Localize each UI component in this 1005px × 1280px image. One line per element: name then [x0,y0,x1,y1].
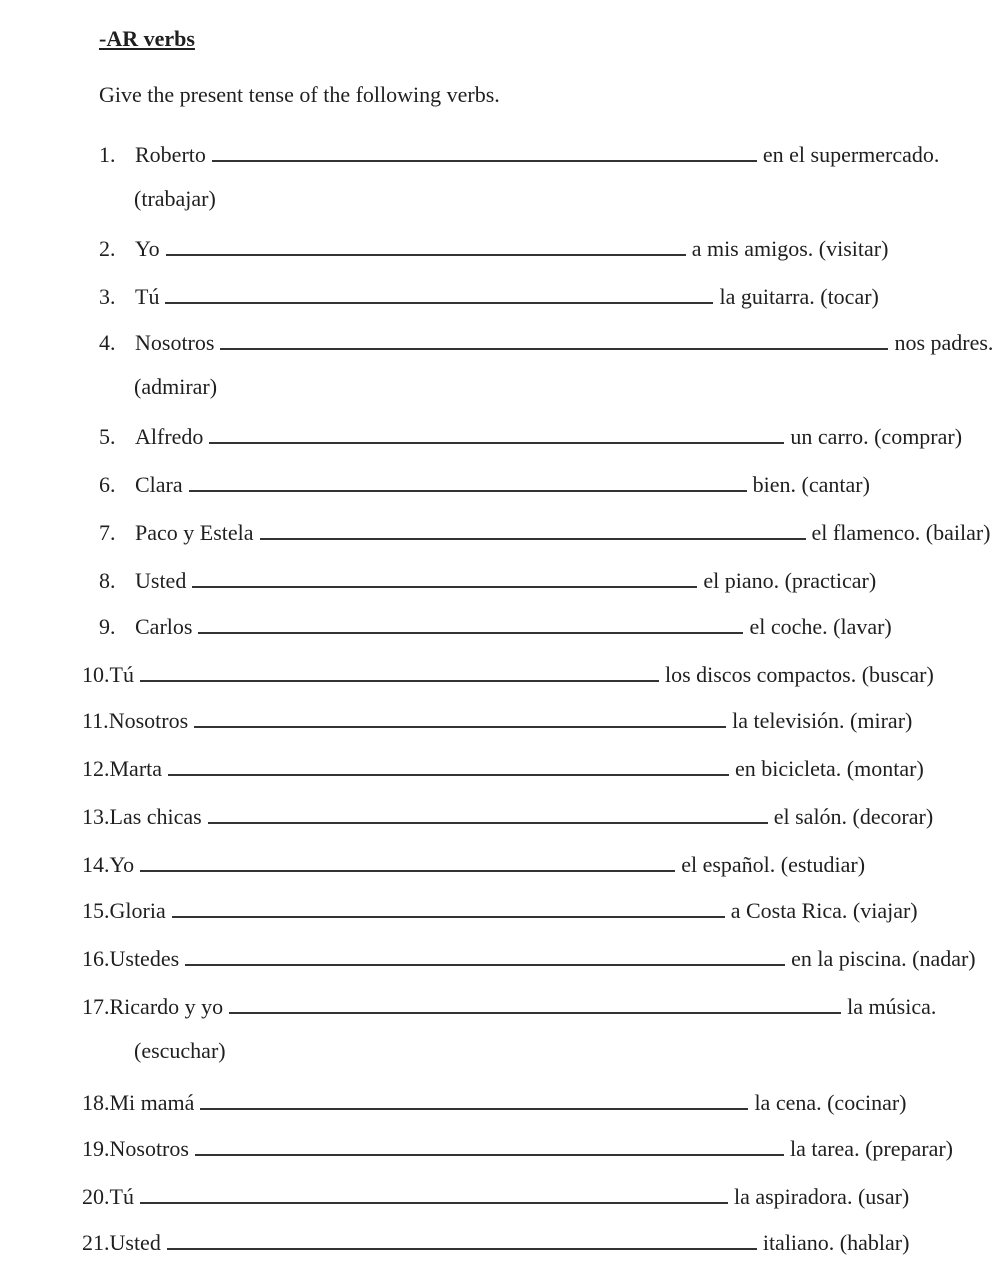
answer-blank[interactable] [195,1134,784,1156]
item-subject: Nosotros [108,708,189,733]
item-number: 16. [82,946,110,971]
item-subject: Marta [109,756,163,781]
exercise-item [82,1182,909,1212]
exercise-item [99,282,879,312]
item-rest: la aspiradora. (usar) [733,1184,910,1209]
item-number: 5. [99,424,116,449]
exercise-item [99,234,888,264]
answer-blank[interactable] [172,896,725,918]
answer-blank[interactable] [140,1182,728,1204]
item-rest: la guitarra. (tocar) [719,284,879,309]
answer-blank[interactable] [166,234,686,256]
item-rest: la tarea. (preparar) [789,1136,953,1161]
item-subject: Nosotros [135,330,215,355]
answer-blank[interactable] [167,1228,757,1250]
item-number: 10. [82,662,110,687]
item-subject: Las chicas [109,804,202,829]
item-subject: Clara [135,472,183,497]
exercise-item [99,328,993,358]
answer-blank[interactable] [165,282,713,304]
item-rest: nos padres. [894,330,994,355]
exercise-item [82,1228,909,1258]
exercise-item [99,566,876,596]
answer-blank[interactable] [220,328,888,350]
answer-blank[interactable] [198,612,743,634]
item-number: 8. [99,568,116,593]
item-subject: Ustedes [109,946,180,971]
item-subject: Mi mamá [109,1090,195,1115]
instructions: Give the present tense of the following verbs. [99,82,500,107]
item-rest: la música. [847,994,937,1019]
exercise-item [99,612,892,642]
exercise-item [82,660,934,690]
item-subject: Yo [109,852,135,877]
exercise-item [82,944,976,974]
item-subject: Nosotros [109,1136,189,1161]
answer-blank[interactable] [229,992,841,1014]
answer-blank[interactable] [260,518,806,540]
item-number: 11. [82,708,109,733]
answer-blank[interactable] [194,706,726,728]
item-rest: el coche. (lavar) [749,614,892,639]
item-subject: Yo [135,236,160,261]
item-number: 12. [82,756,110,781]
item-rest: los discos compactos. (buscar) [664,662,934,687]
exercise-item [82,754,924,784]
item-number: 21. [82,1230,110,1255]
item-number: 9. [99,614,116,639]
answer-blank[interactable] [185,944,785,966]
item-number: 7. [99,520,116,545]
item-verb-hint: (trabajar) [134,186,216,211]
exercise-item [82,850,865,880]
exercise-item [82,1134,953,1164]
exercise-item [99,140,939,170]
item-subject: Gloria [109,898,166,923]
exercise-item [82,992,936,1022]
item-rest: italiano. (hablar) [762,1230,910,1255]
item-rest: el salón. (decorar) [773,804,934,829]
item-rest: la cena. (cocinar) [754,1090,907,1115]
answer-blank[interactable] [208,802,768,824]
item-number: 13. [82,804,110,829]
item-rest: a mis amigos. (visitar) [691,236,889,261]
item-subject: Tú [109,1184,134,1209]
item-number: 15. [82,898,110,923]
answer-blank[interactable] [168,754,729,776]
item-rest: el flamenco. (bailar) [811,520,991,545]
item-rest: en la piscina. (nadar) [791,946,976,971]
item-rest: a Costa Rica. (viajar) [730,898,918,923]
answer-blank[interactable] [212,140,757,162]
item-subject: Roberto [135,142,206,167]
exercise-item [99,422,962,452]
item-rest: un carro. (comprar) [790,424,963,449]
item-rest: en el supermercado. [762,142,940,167]
exercise-item [82,802,933,832]
answer-blank[interactable] [140,660,659,682]
item-rest: bien. (cantar) [752,472,870,497]
item-rest: en bicicleta. (montar) [735,756,924,781]
exercise-item [99,518,991,548]
item-subject: Ricardo y yo [109,994,224,1019]
item-rest: el piano. (practicar) [703,568,877,593]
item-number: 1. [99,142,116,167]
answer-blank[interactable] [140,850,675,872]
item-number: 14. [82,852,110,877]
item-number: 20. [82,1184,110,1209]
item-subject: Tú [135,284,160,309]
exercise-item [82,896,918,926]
item-number: 17. [82,994,110,1019]
item-number: 6. [99,472,116,497]
item-verb-hint: (admirar) [134,374,218,399]
item-subject: Tú [109,662,134,687]
item-subject: Paco y Estela [135,520,254,545]
item-number: 18. [82,1090,110,1115]
item-number: 2. [99,236,116,261]
exercise-item [82,706,912,736]
item-subject: Alfredo [135,424,204,449]
item-subject: Usted [109,1230,161,1255]
answer-blank[interactable] [200,1088,748,1110]
answer-blank[interactable] [209,422,784,444]
item-subject: Usted [135,568,187,593]
item-rest: el español. (estudiar) [681,852,866,877]
item-rest: la televisión. (mirar) [732,708,913,733]
item-number: 19. [82,1136,110,1161]
item-number: 3. [99,284,116,309]
answer-blank[interactable] [192,566,697,588]
item-number: 4. [99,330,116,355]
exercise-item [99,470,870,500]
worksheet-title: -AR verbs [99,26,195,51]
item-verb-hint: (escuchar) [134,1038,226,1063]
item-subject: Carlos [135,614,193,639]
exercise-item [82,1088,907,1118]
answer-blank[interactable] [189,470,747,492]
